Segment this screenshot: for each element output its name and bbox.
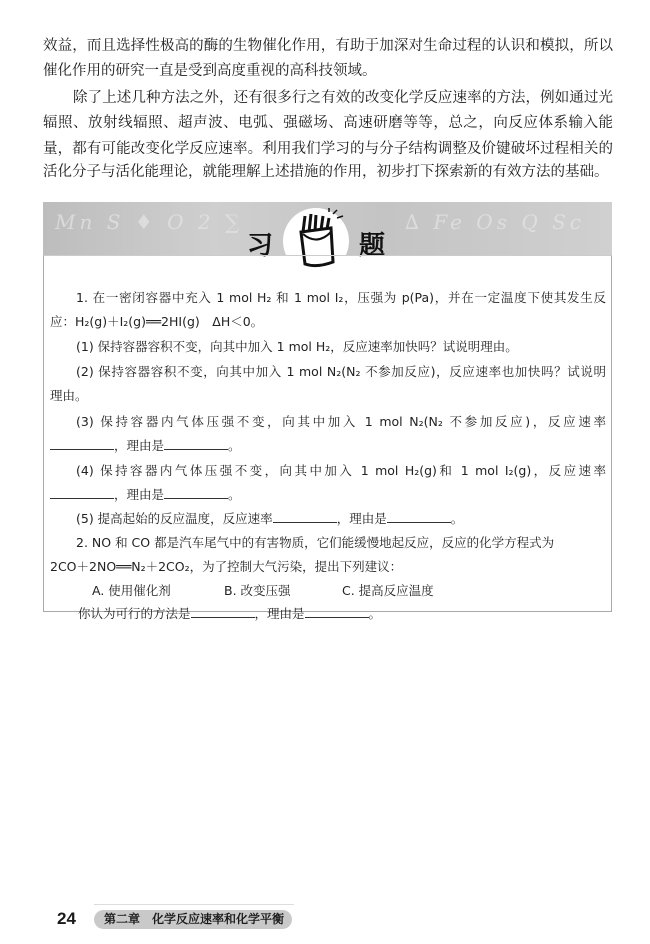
label: 你认为可行的方法是 (78, 606, 191, 621)
label: 。 (368, 606, 382, 621)
label: 。 (228, 487, 241, 502)
sub-question: (3) 保持容器内气体压强不变，向其中加入 1 mol N₂(N₂ 不参加反应)，反应速率 (76, 414, 606, 429)
equation: 应：H₂(g)＋I₂(g)══2HI(g) ΔH＜0。 (50, 314, 264, 329)
exercise-title: 习 (247, 231, 274, 261)
paragraph-line: 催化作用的研究一直是受到高度重视的高科技领域。 (43, 63, 377, 79)
label: 。 (450, 511, 464, 526)
sub-question: (2) 保持容器容积不变，向其中加入 1 mol N₂(N₂ 不参加反应)，反应速率也加快吗？试说明 (76, 364, 606, 379)
label: (5) 提高起始的反应温度，反应速率 (76, 511, 273, 526)
question-text: 1. 在一密闭容器中充入 1 mol H₂ 和 1 mol I₂，压强为 p(Pa)，并在一定温度下使其发生反 (76, 290, 606, 305)
label: ，理由是 (336, 511, 387, 526)
question-text: 2. NO 和 CO 都是汽车尾气中的有害物质，它们能缓慢地起反应，反应的化学方程式为 (76, 535, 555, 550)
sub-question: 理由。 (50, 388, 88, 403)
answer-blank[interactable] (273, 512, 337, 523)
answer-blank[interactable] (50, 439, 114, 450)
exercise-title: 题 (359, 231, 386, 261)
answer-blank[interactable] (50, 488, 114, 499)
paragraph-line: 效益，而且选择性极高的酶的生物催化作用，有助于加深对生命过程的认识和模拟，所以 (43, 38, 613, 54)
answer-blank[interactable] (191, 607, 255, 618)
chapter-label: 第二章 化学反应速率和化学平衡 (94, 910, 292, 929)
paragraph-line: 量，都有可能改变化学反应速率。利用我们学习的与分子结构调整及价键破坏过程相关的 (43, 141, 613, 157)
option-a: A. 使用催化剂 (92, 583, 171, 598)
answer-blank[interactable] (164, 439, 228, 450)
sub-question: (1) 保持容器容积不变，向其中加入 1 mol H₂，反应速率加快吗？试说明理由。 (76, 339, 518, 354)
option-c: C. 提高反应温度 (342, 583, 434, 598)
label: ，理由是 (254, 606, 305, 621)
sub-question (76, 509, 606, 527)
footer-divider (94, 904, 294, 905)
answer-blank[interactable] (305, 607, 369, 618)
answer-blank[interactable] (164, 488, 228, 499)
paragraph-line: 除了上述几种方法之外，还有很多行之有效的改变化学反应速率的方法，例如通过光 (73, 90, 613, 106)
band-decoration-left: Mn S ♦ O 2 ∑ (55, 210, 244, 234)
label: ，理由是 (114, 487, 165, 502)
label: ，理由是 (114, 438, 165, 453)
answer-line (50, 436, 606, 454)
sub-question: (4) 保持容器内气体压强不变，向其中加入 1 mol H₂(g)和 1 mol I₂(g)，反应速率 (76, 463, 606, 478)
answer-blank[interactable] (387, 512, 451, 523)
option-b: B. 改变压强 (224, 583, 291, 598)
label: 。 (228, 438, 241, 453)
equation: 2CO＋2NO══N₂＋2CO₂，为了控制大气污染，提出下列建议： (50, 559, 403, 574)
paragraph-line: 活化分子与活化能理论，就能理解上述措施的作用，初步打下探索新的有效方法的基础。 (43, 164, 609, 180)
band-decoration-right: ∆ Fe Os Q Sc (405, 210, 585, 234)
paragraph-line: 辐照、放射线辐照、超声波、电弧、强磁场、高速研磨等等，总之，向反应体系输入能 (43, 115, 613, 131)
answer-line (78, 604, 608, 622)
options (92, 581, 648, 599)
answer-line (50, 485, 606, 503)
page-number: 24 (57, 909, 76, 928)
